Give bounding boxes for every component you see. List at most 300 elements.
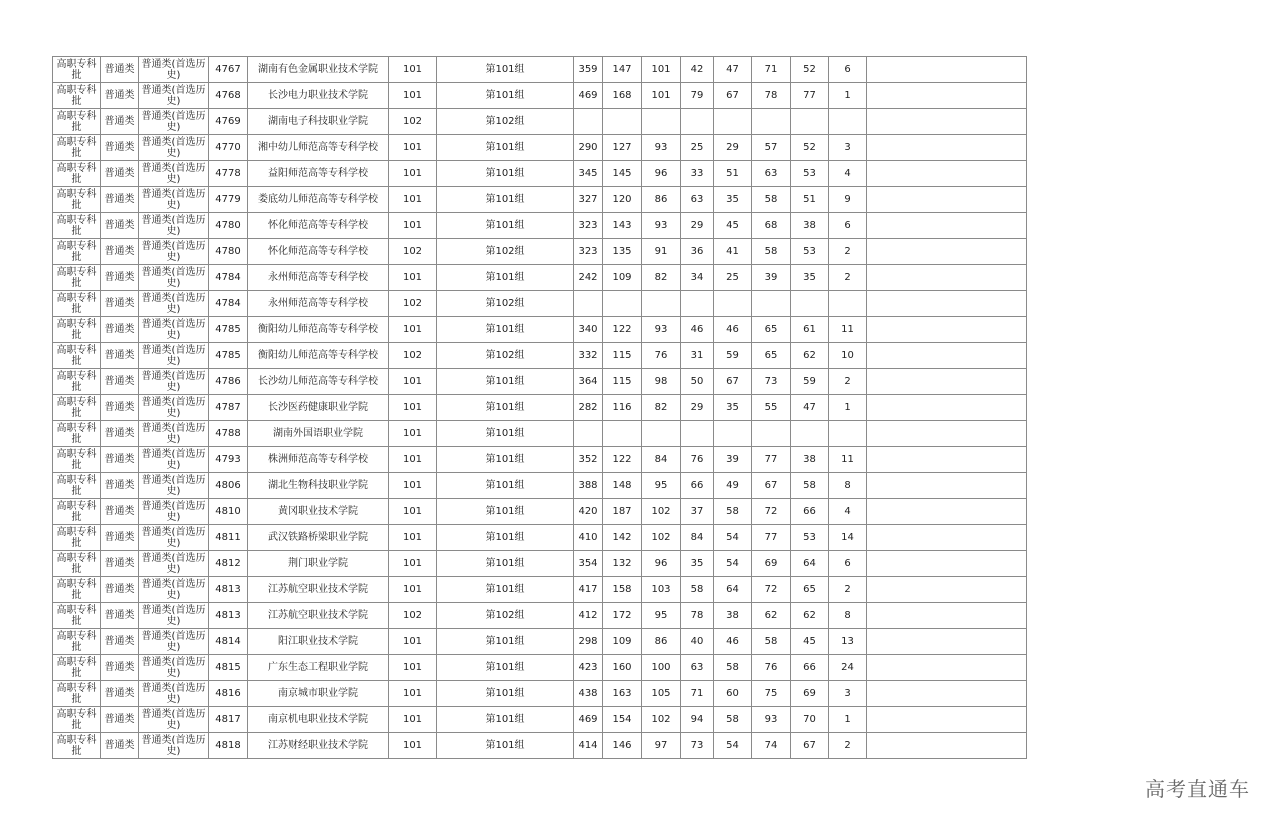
table-cell: 4818 — [209, 733, 248, 759]
table-cell: 70 — [791, 707, 829, 733]
table-cell: 69 — [752, 551, 791, 577]
table-cell: 60 — [714, 681, 752, 707]
table-cell: 417 — [574, 577, 603, 603]
table-cell: 4778 — [209, 161, 248, 187]
table-cell: 9 — [829, 187, 867, 213]
table-cell: 93 — [642, 213, 681, 239]
table-cell: 410 — [574, 525, 603, 551]
table-cell — [603, 291, 642, 317]
table-cell: 4810 — [209, 499, 248, 525]
table-cell: 怀化师范高等专科学校 — [248, 213, 389, 239]
table-cell: 72 — [752, 499, 791, 525]
table-cell: 普通类(首选历史) — [139, 343, 209, 369]
table-cell: 71 — [752, 57, 791, 83]
table-cell: 420 — [574, 499, 603, 525]
table-cell: 普通类 — [101, 343, 139, 369]
table-cell: 160 — [603, 655, 642, 681]
table-cell: 2 — [829, 369, 867, 395]
table-cell: 102 — [642, 499, 681, 525]
table-cell: 4784 — [209, 291, 248, 317]
table-cell — [867, 161, 1027, 187]
table-cell: 438 — [574, 681, 603, 707]
table-cell: 4813 — [209, 603, 248, 629]
table-row — [53, 733, 1027, 759]
table-cell: 4767 — [209, 57, 248, 83]
table-row — [53, 707, 1027, 733]
table-cell: 第102组 — [437, 109, 574, 135]
table-cell: 47 — [714, 57, 752, 83]
table-row — [53, 681, 1027, 707]
table-cell: 普通类 — [101, 577, 139, 603]
table-cell: 高职专科批 — [53, 57, 101, 83]
table-cell: 普通类(首选历史) — [139, 135, 209, 161]
table-cell: 普通类(首选历史) — [139, 603, 209, 629]
table-cell: 37 — [681, 499, 714, 525]
table-cell — [867, 525, 1027, 551]
table-cell — [714, 291, 752, 317]
table-cell: 普通类(首选历史) — [139, 655, 209, 681]
table-cell: 高职专科批 — [53, 213, 101, 239]
table-row — [53, 135, 1027, 161]
table-cell: 江苏航空职业技术学院 — [248, 603, 389, 629]
table-cell: 广东生态工程职业学院 — [248, 655, 389, 681]
table-cell: 江苏财经职业技术学院 — [248, 733, 389, 759]
table-cell: 122 — [603, 317, 642, 343]
table-cell: 340 — [574, 317, 603, 343]
table-cell: 高职专科批 — [53, 421, 101, 447]
table-cell: 普通类 — [101, 707, 139, 733]
table-cell: 36 — [681, 239, 714, 265]
table-cell: 74 — [752, 733, 791, 759]
table-cell: 93 — [752, 707, 791, 733]
table-cell: 423 — [574, 655, 603, 681]
table-cell: 332 — [574, 343, 603, 369]
table-cell: 109 — [603, 629, 642, 655]
table-cell: 高职专科批 — [53, 577, 101, 603]
table-cell: 54 — [714, 525, 752, 551]
table-cell: 51 — [714, 161, 752, 187]
table-cell: 290 — [574, 135, 603, 161]
table-cell: 第101组 — [437, 213, 574, 239]
table-cell: 普通类 — [101, 473, 139, 499]
table-cell: 102 — [389, 291, 437, 317]
table-cell — [681, 291, 714, 317]
table-cell: 普通类(首选历史) — [139, 57, 209, 83]
table-cell: 122 — [603, 447, 642, 473]
table-cell: 65 — [791, 577, 829, 603]
table-cell: 323 — [574, 239, 603, 265]
table-row — [53, 109, 1027, 135]
table-cell: 高职专科批 — [53, 395, 101, 421]
table-row — [53, 317, 1027, 343]
table-cell: 47 — [791, 395, 829, 421]
table-cell: 73 — [681, 733, 714, 759]
table-cell: 南京城市职业学院 — [248, 681, 389, 707]
table-cell: 101 — [389, 629, 437, 655]
table-cell: 13 — [829, 629, 867, 655]
table-cell: 第101组 — [437, 629, 574, 655]
table-cell: 4816 — [209, 681, 248, 707]
table-cell: 高职专科批 — [53, 265, 101, 291]
table-cell: 63 — [752, 161, 791, 187]
table-cell — [791, 291, 829, 317]
table-cell: 58 — [752, 629, 791, 655]
table-cell: 469 — [574, 707, 603, 733]
table-cell: 38 — [714, 603, 752, 629]
table-cell: 1 — [829, 83, 867, 109]
table-row — [53, 447, 1027, 473]
table-cell: 102 — [642, 525, 681, 551]
table-cell: 普通类 — [101, 187, 139, 213]
table-row — [53, 343, 1027, 369]
table-cell: 93 — [642, 135, 681, 161]
table-cell: 普通类(首选历史) — [139, 499, 209, 525]
table-cell: 普通类 — [101, 603, 139, 629]
table-cell: 4779 — [209, 187, 248, 213]
table-cell: 58 — [681, 577, 714, 603]
table-cell — [867, 473, 1027, 499]
table-row — [53, 551, 1027, 577]
table-cell: 59 — [791, 369, 829, 395]
table-cell: 高职专科批 — [53, 83, 101, 109]
table-cell: 58 — [714, 655, 752, 681]
table-cell: 101 — [389, 57, 437, 83]
table-cell — [642, 109, 681, 135]
table-cell — [791, 421, 829, 447]
table-row — [53, 473, 1027, 499]
table-cell: 55 — [752, 395, 791, 421]
table-cell: 株洲师范高等专科学校 — [248, 447, 389, 473]
table-cell: 高职专科批 — [53, 499, 101, 525]
table-cell: 6 — [829, 57, 867, 83]
table-cell: 45 — [791, 629, 829, 655]
table-cell: 101 — [642, 83, 681, 109]
table-cell: 普通类(首选历史) — [139, 421, 209, 447]
table-cell: 62 — [752, 603, 791, 629]
table-cell: 63 — [681, 655, 714, 681]
table-row — [53, 187, 1027, 213]
table-cell: 29 — [681, 395, 714, 421]
table-cell: 第102组 — [437, 291, 574, 317]
table-cell: 78 — [681, 603, 714, 629]
table-cell: 普通类 — [101, 421, 139, 447]
table-cell: 第101组 — [437, 83, 574, 109]
table-cell: 普通类 — [101, 369, 139, 395]
table-cell: 101 — [389, 213, 437, 239]
table-cell: 76 — [642, 343, 681, 369]
table-cell: 38 — [791, 447, 829, 473]
table-cell: 3 — [829, 681, 867, 707]
table-cell: 95 — [642, 473, 681, 499]
table-cell: 158 — [603, 577, 642, 603]
table-cell: 115 — [603, 343, 642, 369]
table-cell: 76 — [752, 655, 791, 681]
table-cell — [867, 317, 1027, 343]
table-cell: 高职专科批 — [53, 109, 101, 135]
table-cell: 高职专科批 — [53, 629, 101, 655]
table-row — [53, 161, 1027, 187]
table-cell: 82 — [642, 265, 681, 291]
table-cell — [752, 421, 791, 447]
table-cell: 高职专科批 — [53, 603, 101, 629]
table-cell: 普通类 — [101, 733, 139, 759]
table-cell: 普通类(首选历史) — [139, 447, 209, 473]
table-cell: 普通类(首选历史) — [139, 681, 209, 707]
table-cell: 4780 — [209, 213, 248, 239]
table-cell: 116 — [603, 395, 642, 421]
table-cell: 101 — [389, 135, 437, 161]
table-cell: 77 — [791, 83, 829, 109]
table-cell — [867, 577, 1027, 603]
table-cell: 62 — [791, 343, 829, 369]
table-row — [53, 655, 1027, 681]
table-cell: 35 — [791, 265, 829, 291]
table-cell: 怀化师范高等专科学校 — [248, 239, 389, 265]
table-cell: 普通类(首选历史) — [139, 161, 209, 187]
table-cell: 46 — [681, 317, 714, 343]
table-cell: 第102组 — [437, 343, 574, 369]
table-cell: 414 — [574, 733, 603, 759]
table-cell: 101 — [389, 551, 437, 577]
table-cell: 54 — [714, 551, 752, 577]
table-cell: 49 — [714, 473, 752, 499]
table-cell: 64 — [714, 577, 752, 603]
table-cell: 4793 — [209, 447, 248, 473]
table-cell — [867, 369, 1027, 395]
table-cell: 普通类(首选历史) — [139, 109, 209, 135]
table-cell: 67 — [714, 369, 752, 395]
table-cell — [681, 421, 714, 447]
table-cell: 109 — [603, 265, 642, 291]
table-cell: 101 — [389, 473, 437, 499]
table-cell: 4785 — [209, 343, 248, 369]
table-cell: 68 — [752, 213, 791, 239]
table-row — [53, 499, 1027, 525]
table-cell: 衡阳幼儿师范高等专科学校 — [248, 317, 389, 343]
table-cell: 163 — [603, 681, 642, 707]
table-cell: 65 — [752, 343, 791, 369]
table-cell: 101 — [389, 369, 437, 395]
table-cell: 77 — [752, 525, 791, 551]
table-cell: 4780 — [209, 239, 248, 265]
table-cell: 8 — [829, 473, 867, 499]
table-cell: 普通类(首选历史) — [139, 473, 209, 499]
table-cell: 第101组 — [437, 473, 574, 499]
table-cell: 普通类 — [101, 655, 139, 681]
table-cell — [829, 109, 867, 135]
table-cell: 34 — [681, 265, 714, 291]
table-cell: 52 — [791, 135, 829, 161]
table-cell: 66 — [791, 499, 829, 525]
table-cell: 高职专科批 — [53, 317, 101, 343]
table-cell: 77 — [752, 447, 791, 473]
table-cell: 普通类 — [101, 317, 139, 343]
table-cell: 354 — [574, 551, 603, 577]
table-cell: 6 — [829, 213, 867, 239]
table-cell: 84 — [642, 447, 681, 473]
table-cell: 普通类(首选历史) — [139, 369, 209, 395]
table-cell: 4814 — [209, 629, 248, 655]
table-cell: 第101组 — [437, 499, 574, 525]
table-cell: 58 — [752, 239, 791, 265]
table-cell: 4 — [829, 499, 867, 525]
table-cell: 35 — [714, 395, 752, 421]
table-cell — [867, 343, 1027, 369]
table-cell: 4768 — [209, 83, 248, 109]
table-cell: 84 — [681, 525, 714, 551]
table-cell: 阳江职业技术学院 — [248, 629, 389, 655]
table-cell: 103 — [642, 577, 681, 603]
table-cell — [867, 239, 1027, 265]
table-cell — [829, 291, 867, 317]
table-cell — [867, 109, 1027, 135]
table-cell — [867, 681, 1027, 707]
table-cell: 第101组 — [437, 265, 574, 291]
table-cell: 71 — [681, 681, 714, 707]
table-cell: 24 — [829, 655, 867, 681]
table-cell — [752, 291, 791, 317]
table-cell: 327 — [574, 187, 603, 213]
table-cell: 普通类 — [101, 213, 139, 239]
table-cell: 102 — [389, 239, 437, 265]
table-cell: 73 — [752, 369, 791, 395]
table-cell: 96 — [642, 161, 681, 187]
table-cell — [574, 291, 603, 317]
table-cell: 11 — [829, 317, 867, 343]
table-cell: 35 — [714, 187, 752, 213]
table-cell: 2 — [829, 577, 867, 603]
table-cell: 3 — [829, 135, 867, 161]
table-cell: 2 — [829, 239, 867, 265]
table-cell: 72 — [752, 577, 791, 603]
table-cell — [867, 707, 1027, 733]
table-cell: 53 — [791, 161, 829, 187]
table-cell: 86 — [642, 187, 681, 213]
table-cell: 普通类(首选历史) — [139, 291, 209, 317]
table-cell — [867, 499, 1027, 525]
table-cell: 第101组 — [437, 187, 574, 213]
table-cell: 普通类 — [101, 83, 139, 109]
table-cell: 101 — [389, 681, 437, 707]
table-cell — [867, 135, 1027, 161]
table-cell: 29 — [681, 213, 714, 239]
table-cell: 普通类 — [101, 291, 139, 317]
table-cell — [867, 265, 1027, 291]
table-row — [53, 603, 1027, 629]
table-cell: 高职专科批 — [53, 343, 101, 369]
table-cell: 4811 — [209, 525, 248, 551]
table-cell: 普通类(首选历史) — [139, 239, 209, 265]
table-cell: 67 — [752, 473, 791, 499]
table-cell — [752, 109, 791, 135]
table-cell: 普通类 — [101, 109, 139, 135]
table-cell: 364 — [574, 369, 603, 395]
table-cell — [867, 83, 1027, 109]
table-cell: 第101组 — [437, 317, 574, 343]
table-cell: 4817 — [209, 707, 248, 733]
table-cell — [642, 291, 681, 317]
table-cell: 第101组 — [437, 525, 574, 551]
table-cell: 50 — [681, 369, 714, 395]
table-cell: 97 — [642, 733, 681, 759]
table-cell: 普通类(首选历史) — [139, 83, 209, 109]
table-cell: 高职专科批 — [53, 681, 101, 707]
table-cell: 普通类(首选历史) — [139, 317, 209, 343]
table-cell: 江苏航空职业技术学院 — [248, 577, 389, 603]
table-cell: 普通类 — [101, 395, 139, 421]
table-row — [53, 421, 1027, 447]
table-cell: 普通类(首选历史) — [139, 395, 209, 421]
table-cell: 102 — [389, 343, 437, 369]
table-cell: 101 — [389, 161, 437, 187]
table-cell: 普通类 — [101, 499, 139, 525]
table-cell: 10 — [829, 343, 867, 369]
table-cell: 第101组 — [437, 551, 574, 577]
table-cell: 102 — [389, 603, 437, 629]
table-row — [53, 239, 1027, 265]
table-cell: 41 — [714, 239, 752, 265]
table-cell: 第101组 — [437, 733, 574, 759]
table-cell: 82 — [642, 395, 681, 421]
table-cell: 145 — [603, 161, 642, 187]
table-cell: 1 — [829, 395, 867, 421]
table-cell: 永州师范高等专科学校 — [248, 291, 389, 317]
table-cell: 67 — [791, 733, 829, 759]
table-cell: 娄底幼儿师范高等专科学校 — [248, 187, 389, 213]
table-cell: 高职专科批 — [53, 291, 101, 317]
table-cell: 101 — [389, 733, 437, 759]
table-cell: 101 — [389, 525, 437, 551]
table-cell: 第101组 — [437, 421, 574, 447]
table-cell: 8 — [829, 603, 867, 629]
table-cell: 4785 — [209, 317, 248, 343]
table-cell: 长沙医药健康职业学院 — [248, 395, 389, 421]
table-cell: 242 — [574, 265, 603, 291]
table-cell: 96 — [642, 551, 681, 577]
table-cell: 51 — [791, 187, 829, 213]
table-cell — [867, 447, 1027, 473]
table-cell: 普通类 — [101, 551, 139, 577]
table-cell: 66 — [791, 655, 829, 681]
table-cell: 荆门职业学院 — [248, 551, 389, 577]
table-cell: 101 — [389, 447, 437, 473]
table-cell: 57 — [752, 135, 791, 161]
table-cell: 普通类(首选历史) — [139, 707, 209, 733]
table-cell: 第102组 — [437, 239, 574, 265]
table-cell: 31 — [681, 343, 714, 369]
table-cell — [714, 421, 752, 447]
table-cell: 69 — [791, 681, 829, 707]
table-cell: 94 — [681, 707, 714, 733]
table-cell: 6 — [829, 551, 867, 577]
table-cell: 长沙电力职业技术学院 — [248, 83, 389, 109]
table-cell: 4784 — [209, 265, 248, 291]
table-cell: 普通类(首选历史) — [139, 525, 209, 551]
table-cell: 132 — [603, 551, 642, 577]
table-cell: 46 — [714, 629, 752, 655]
table-cell — [574, 421, 603, 447]
table-cell: 高职专科批 — [53, 135, 101, 161]
table-cell: 4769 — [209, 109, 248, 135]
table-cell — [642, 421, 681, 447]
table-cell: 高职专科批 — [53, 369, 101, 395]
table-cell: 168 — [603, 83, 642, 109]
table-cell: 普通类(首选历史) — [139, 577, 209, 603]
table-cell: 2 — [829, 733, 867, 759]
table-body — [53, 57, 1027, 759]
watermark-text: 高考直通车 — [1145, 777, 1250, 801]
table-cell: 352 — [574, 447, 603, 473]
